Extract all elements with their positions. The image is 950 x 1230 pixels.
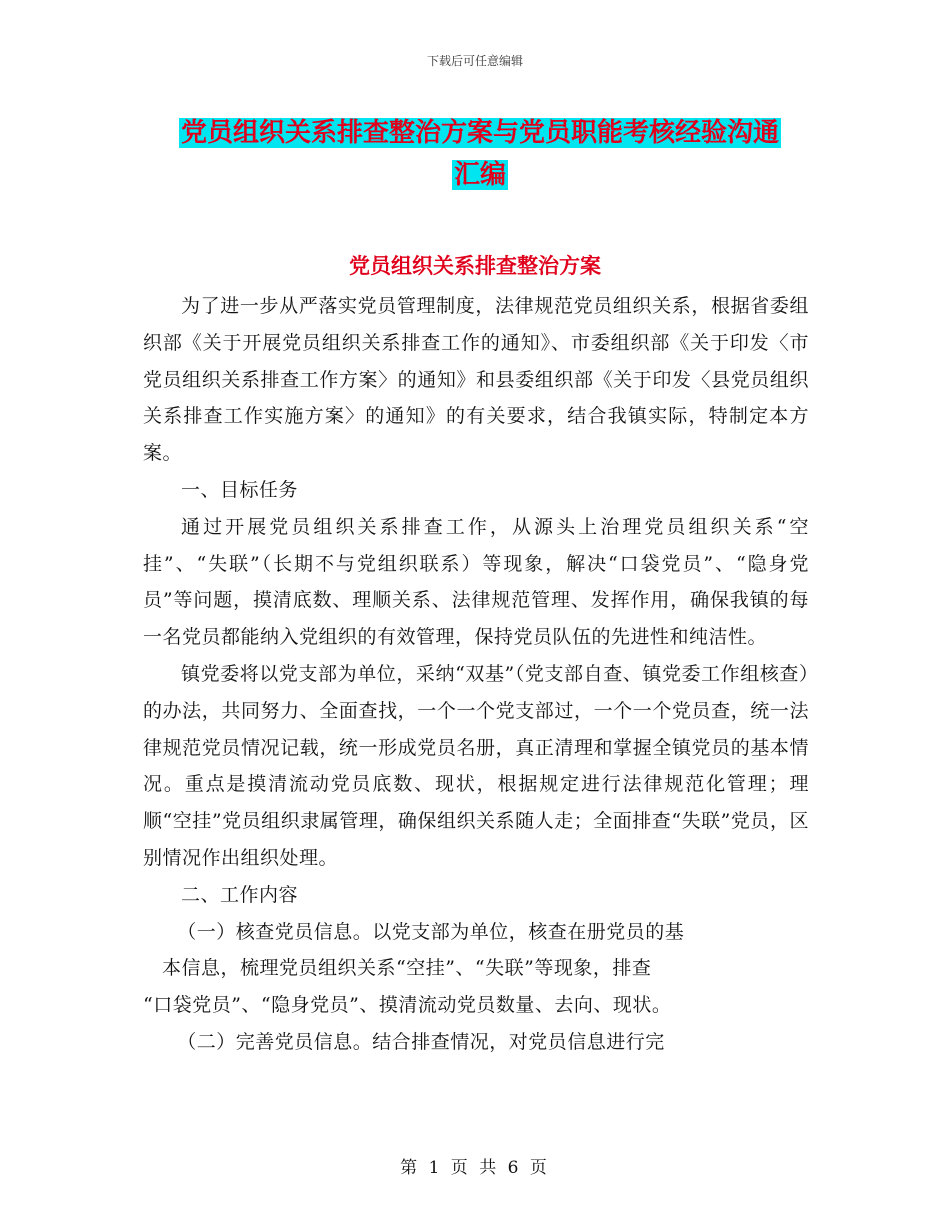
document-title-line-1: 党员组织关系排查整治方案与党员职能考核经验沟通: [180, 118, 779, 148]
document-body: [143, 288, 809, 1061]
paragraph-improve-info: （二）完善党员信息。结合排查情况，对党员信息进行完: [177, 1030, 665, 1053]
paragraph-check-info-line-3: “口袋党员”、“隐身党员”、摸清流动党员数量、去向、现状。: [143, 994, 672, 1017]
heading-goals: 一、目标任务: [181, 478, 299, 501]
paragraph-method: 镇党委将以党支部为单位，采纳“双基”（党支部自查、镇党委工作组核查）的办法，共同努力、全面查找，一个一个党支部过，一个一个党员查，统一法律规范党员情况记载，统一形成党员名册，真正清理和掌握全镇党员的基本情况。重点是摸清流动党员底数、现状，根据规定进行法律规范化管理；理顺“空挂”党员组织隶属管理，确保组织关系随人走；全面排查“失联”党员，区别情况作出组织处理。: [143, 662, 809, 869]
header-note: 下载后可任意编辑: [426, 54, 523, 68]
document-title: [140, 112, 820, 196]
paragraph-intro: 为了进一步从严落实党员管理制度，法律规范党员组织关系，根据省委组织部《关于开展党员组织关系排查工作的通知》、市委组织部《关于印发〈市党员组织关系排查工作方案〉的通知》和县委组织部《关于印发〈县党员组织关系排查工作实施方案〉的通知》的有关要求，结合我镇实际，特制定本方案。: [143, 295, 809, 465]
document-title-line-2: 汇编: [453, 160, 506, 190]
paragraph-check-info-line-2: 本信息，梳理党员组织关系“空挂”、“失联”等现象，排查: [162, 957, 652, 980]
section-title: 党员组织关系排查整治方案: [349, 253, 601, 278]
page-number-footer: 第 1 页 共 6 页: [400, 1158, 550, 1178]
paragraph-goals: 通过开展党员组织关系排查工作，从源头上治理党员组织关系“空挂”、“失联”（长期不与党组织联系）等现象，解决“口袋党员”、“隐身党员”等问题，摸清底数、理顺关系、法律规范管理、发挥作用，确保我镇的每一名党员都能纳入党组织的有效管理，保持党员队伍的先进性和纯洁性。: [143, 515, 809, 649]
paragraph-check-info-line-1: （一）核查党员信息。以党支部为单位，核查在册党员的基: [177, 920, 685, 943]
heading-work-content: 二、工作内容: [181, 883, 299, 906]
